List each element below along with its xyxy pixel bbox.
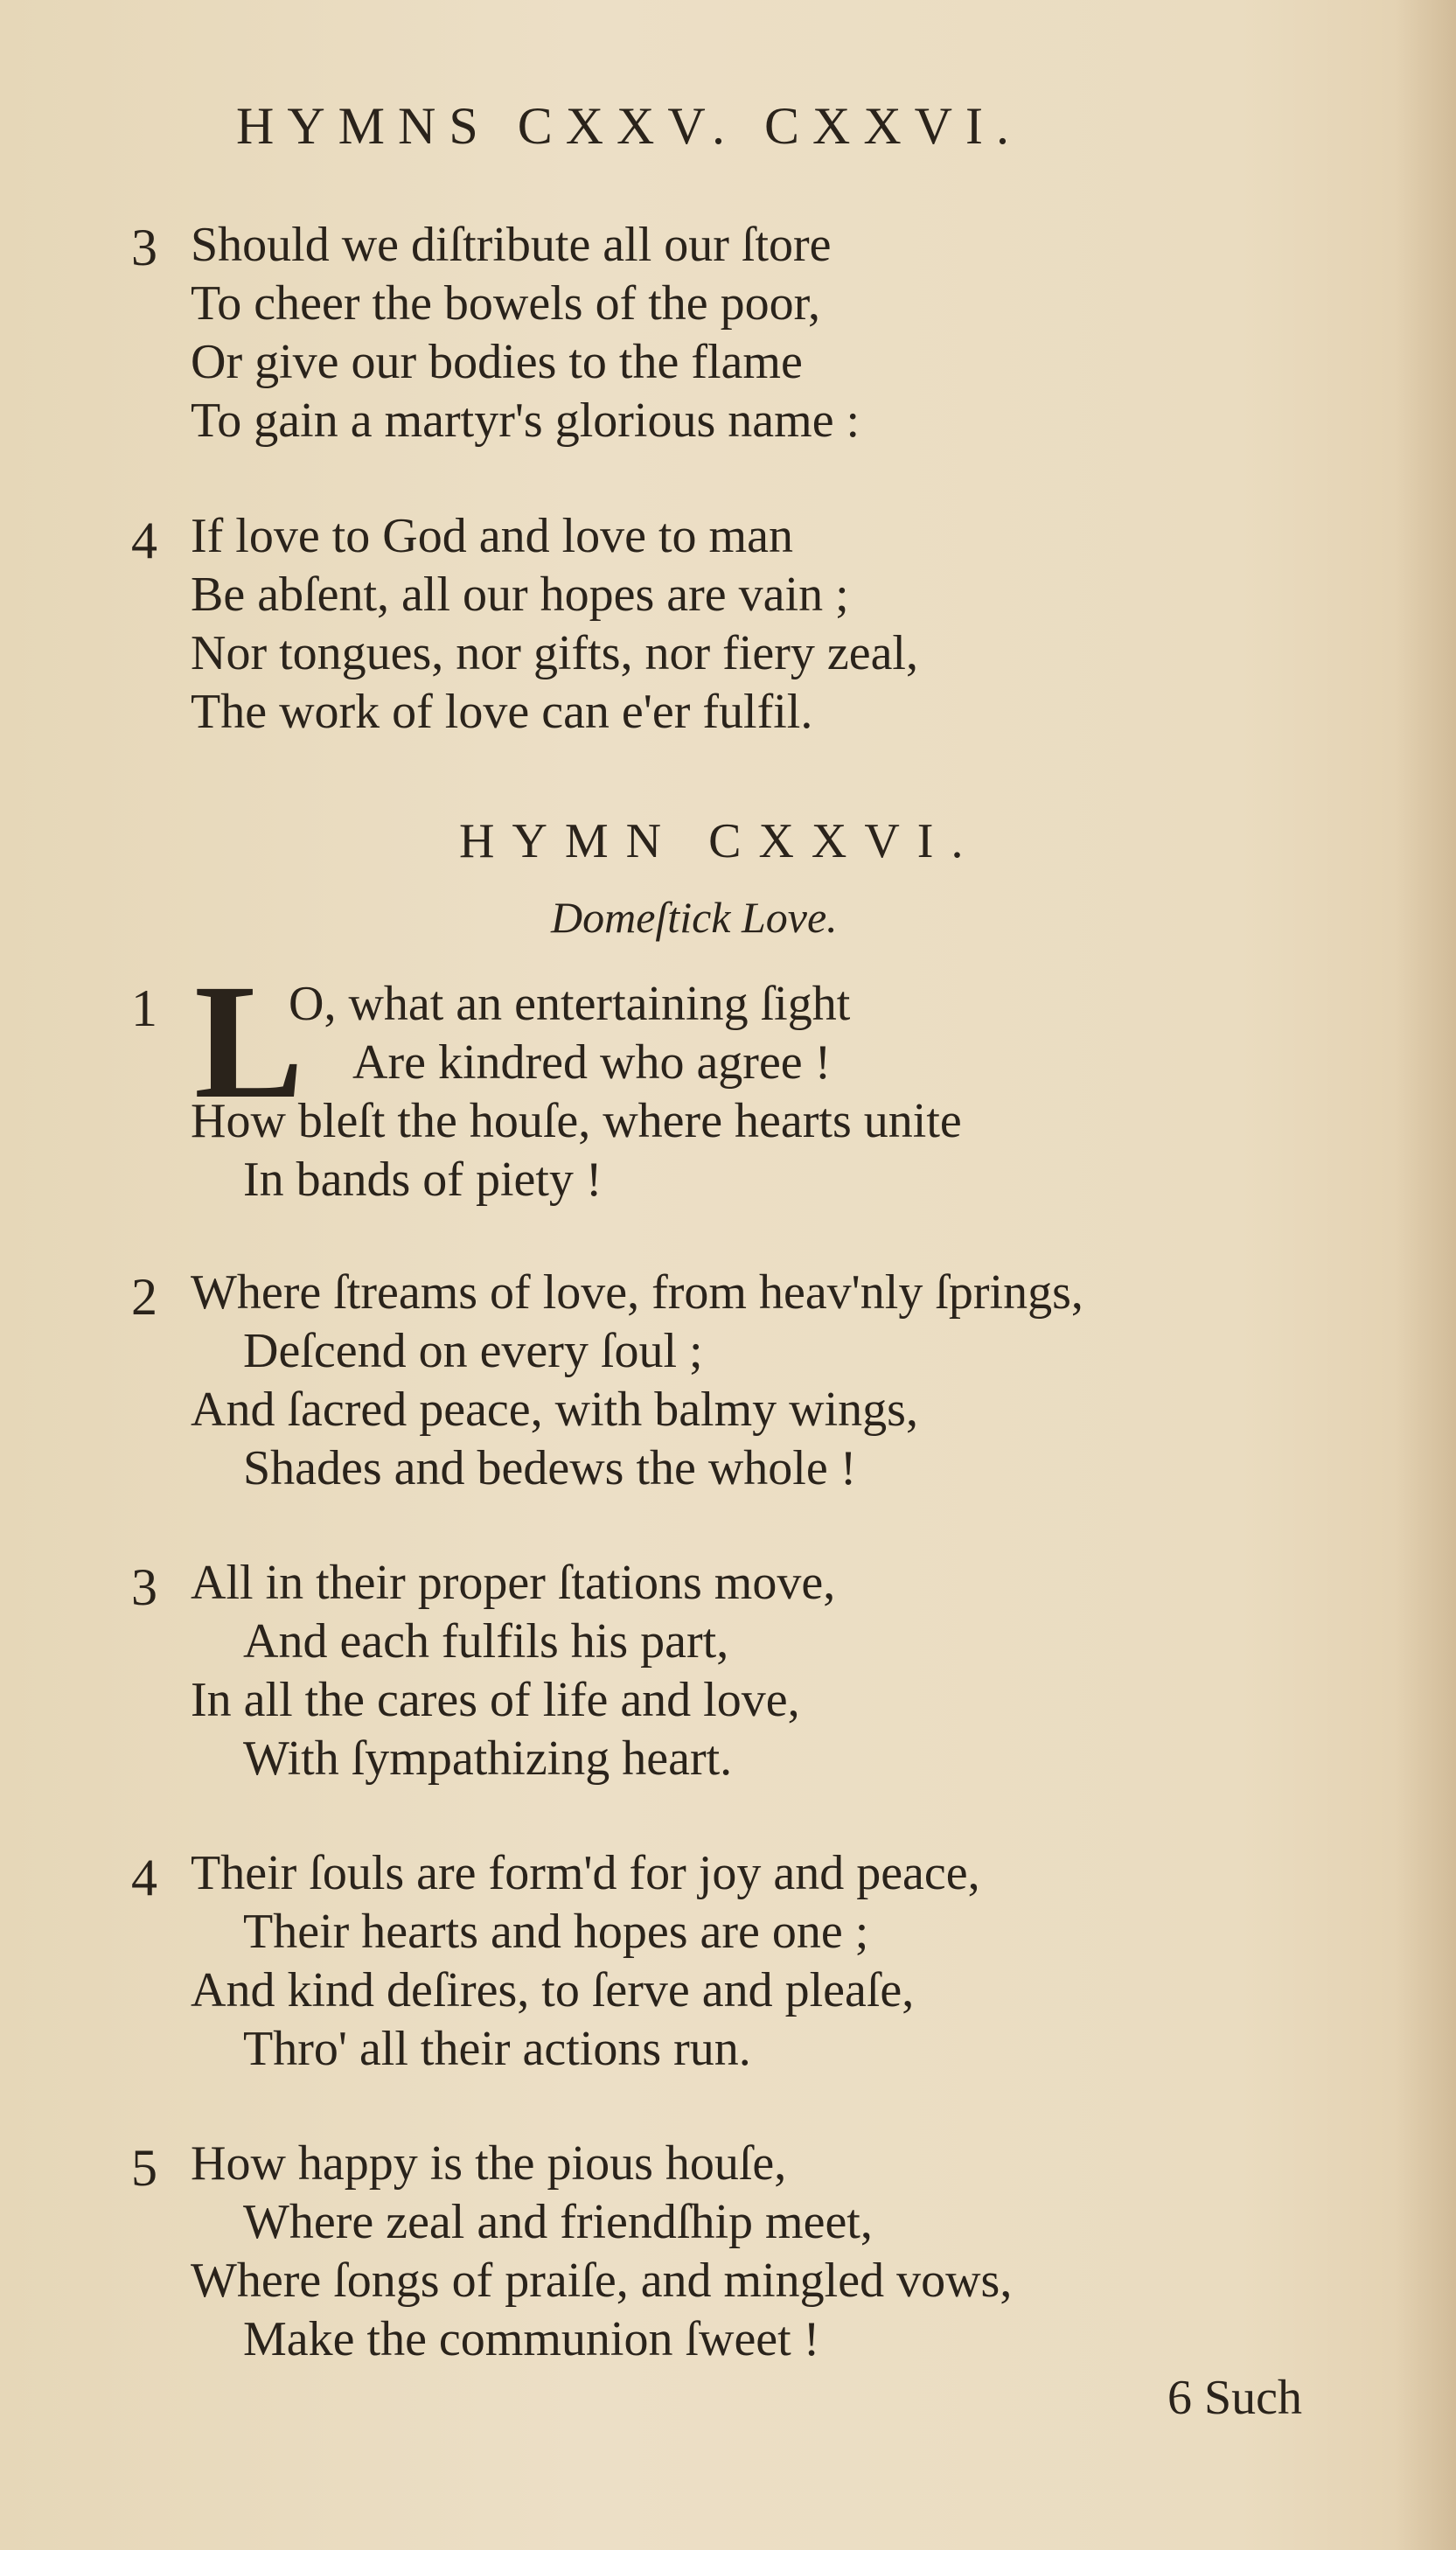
verse-line: Or give our bodies to the flame <box>191 335 803 389</box>
verse-line: And ſacred peace, with balmy wings, <box>191 1383 918 1437</box>
stanza-number: 1 <box>131 979 157 1037</box>
verse-line: Make the communion ſweet ! <box>243 2312 820 2366</box>
verse-line: Shades and bedews the whole ! <box>243 1441 857 1495</box>
verse-line: Be abſent, all our hopes are vain ; <box>191 568 849 622</box>
verse-line: Are kindred who agree ! <box>352 1035 832 1090</box>
verse-line: Deſcend on every ſoul ; <box>243 1324 703 1378</box>
verse-line: All in their proper ſtations move, <box>191 1556 836 1610</box>
verse-line: With ſympathizing heart. <box>243 1731 733 1786</box>
page-edge-shadow <box>1395 0 1456 2550</box>
verse-line: O, what an entertaining ſight <box>289 977 851 1031</box>
hymn-title: HYMN CXXVI. <box>459 814 981 868</box>
hymn-subtitle: Domeſtick Love. <box>551 893 838 942</box>
verse-line: And each fulfils his part, <box>243 1614 729 1669</box>
catchword: 6 Such <box>1167 2371 1302 2425</box>
verse-line: Where ſtreams of love, from heav'nly ſprings, <box>191 1265 1083 1320</box>
verse-line: Where zeal and friendſhip meet, <box>243 2195 873 2249</box>
verse-line: Thro' all their actions run. <box>243 2022 751 2076</box>
stanza-number: 4 <box>131 512 157 569</box>
verse-line: If love to God and love to man <box>191 509 793 563</box>
running-head: HYMNS CXXV. CXXVI. <box>236 97 1022 155</box>
stanza-number: 5 <box>131 2139 157 2197</box>
stanza-number: 3 <box>131 1558 157 1616</box>
verse-line: To gain a martyr's glorious name : <box>191 394 860 448</box>
verse-line: Nor tongues, nor gifts, nor fiery zeal, <box>191 626 918 680</box>
verse-line: In all the cares of life and love, <box>191 1673 800 1727</box>
verse-line: To cheer the bowels of the poor, <box>191 276 821 331</box>
drop-cap: L <box>194 950 304 1132</box>
stanza-number: 2 <box>131 1268 157 1326</box>
verse-line: In bands of piety ! <box>243 1153 603 1207</box>
verse-line: The work of love can e'er fulfil. <box>191 685 813 739</box>
stanza-number: 4 <box>131 1849 157 1906</box>
verse-line: How happy is the pious houſe, <box>191 2136 787 2191</box>
verse-line: And kind deſires, to ſerve and pleaſe, <box>191 1963 915 2017</box>
verse-line: Where ſongs of praiſe, and mingled vows, <box>191 2254 1013 2308</box>
verse-line: How bleſt the houſe, where hearts unite <box>191 1094 962 1148</box>
verse-line: Should we diſtribute all our ſtore <box>191 218 832 272</box>
verse-line: Their ſouls are form'd for joy and peace, <box>191 1846 980 1900</box>
stanza-number: 3 <box>131 219 157 276</box>
verse-line: Their hearts and hopes are one ; <box>243 1905 869 1959</box>
